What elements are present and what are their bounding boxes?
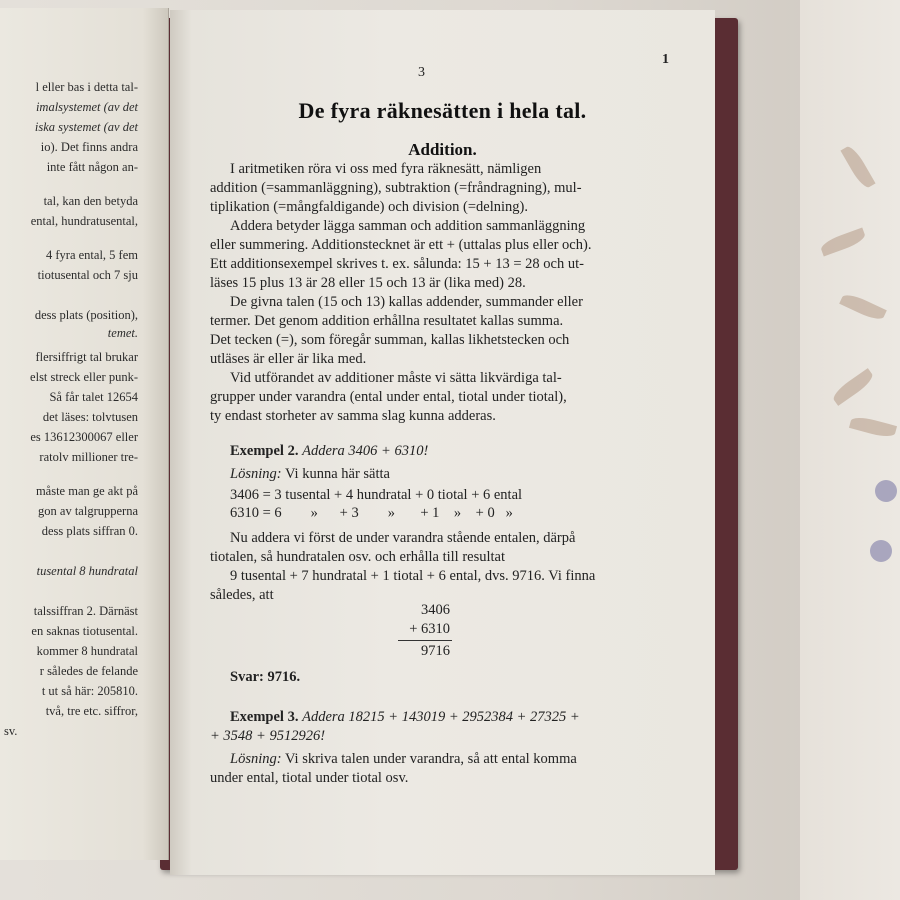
example-2-header: [230, 442, 710, 460]
paragraph-line: termer. Det genom addition erhållna resultatet kallas summa.: [210, 313, 564, 329]
example-3-task: Addera 18215 + 143019 + 2952384 + 27325 +: [302, 709, 580, 725]
left-page-line: ratolv millioner tre-: [39, 450, 138, 464]
left-page-line: Så får talet 12654: [49, 390, 138, 404]
solution-text: Vi skriva talen under varandra, så att ental komma: [284, 751, 577, 767]
left-page-line: 4 fyra ental, 5 fem: [46, 248, 138, 262]
left-page-line: io). Det finns andra: [40, 140, 138, 154]
leaf-pattern: [840, 144, 875, 191]
example-2-task: Addera 3406 + 6310!: [302, 443, 429, 459]
left-page-line: gon av talgrupperna: [38, 504, 138, 518]
left-page-line: elst streck eller punk-: [30, 370, 138, 384]
chapter-title: De fyra räknesätten i hela tal.: [298, 98, 587, 123]
paragraph-line: utläses är eller är lika med.: [210, 351, 367, 367]
paragraph-line: I aritmetiken röra vi oss med fyra räknesätt, nämligen: [230, 161, 542, 177]
flower-pattern: [870, 540, 892, 562]
example-2-row: 3406 = 3 tusental + 4 hundratal + 0 tiotal + 6 ental: [230, 487, 523, 503]
page-number-corner: 1: [662, 52, 669, 67]
solution-label: Lösning:: [230, 751, 282, 767]
paragraph-line: läses 15 plus 13 är 28 eller 15 och 13 är (lika med) 28.: [210, 275, 526, 291]
example-2-row: 6310 = 6 » + 3 » + 1 » + 0 »: [230, 505, 513, 521]
paragraph-line: Det tecken (=), som föregår summan, kallas likhetstecken och: [210, 332, 570, 348]
sum-result-value: 9716: [421, 643, 450, 659]
left-page-line: sv.: [4, 724, 18, 738]
paragraph-line: Ett additionsexempel skrives t. ex. sålunda: 15 + 13 = 28 och ut-: [210, 256, 584, 272]
example-3-task-continued: + 3548 + 9512926!: [210, 728, 326, 744]
left-page-line: dess plats siffran 0.: [41, 524, 138, 538]
sum-top-value: 3406: [421, 602, 450, 618]
left-page-line: t ut så här: 205810.: [41, 684, 138, 698]
left-page-line: es 13612300067 eller: [30, 430, 138, 444]
section-title: Addition.: [408, 140, 477, 159]
leaf-pattern: [819, 228, 867, 257]
left-page-line: tiotusental och 7 sju: [37, 268, 138, 282]
left-page-line: tusental 8 hundratal: [36, 564, 138, 578]
left-page-line: flersiffrigt tal brukar: [35, 350, 138, 364]
solution-text: Vi kunna här sätta: [284, 466, 390, 482]
page-number-center: 3: [418, 65, 425, 80]
left-page-line: en saknas tiotusental.: [31, 624, 138, 638]
example-3-header: [230, 708, 710, 726]
sum-rule: [398, 640, 452, 641]
paragraph-line: tiplikation (=mångfaldigande) och division (=delning).: [210, 199, 528, 215]
example-2-heading: Exempel 2.: [230, 443, 299, 459]
left-page-line: imalsystemet (av det: [35, 100, 138, 114]
sum-bottom-value: + 6310: [409, 621, 450, 637]
left-page-line: r således de felande: [39, 664, 138, 678]
left-page-line: inte fått någon an-: [46, 160, 138, 174]
paragraph-line: Vid utförandet av additioner måste vi sätta likvärdiga tal-: [230, 370, 562, 386]
left-page-line: tal, kan den betyda: [43, 194, 138, 208]
paragraph-line: grupper under varandra (ental under ental, tiotal under tiotal),: [210, 389, 567, 405]
tablecloth: [800, 0, 900, 900]
right-page: [170, 10, 715, 875]
left-page-line: talssiffran 2. Därnäst: [33, 604, 138, 618]
left-page-line: l eller bas i detta tal-: [35, 80, 138, 94]
left-page-line: det läses: tolvtusen: [42, 410, 138, 424]
paragraph-line: 9 tusental + 7 hundratal + 1 tiotal + 6 ental, dvs. 9716. Vi finna: [230, 568, 596, 584]
left-page-line: temet.: [107, 326, 138, 340]
leaf-pattern: [849, 414, 897, 439]
paragraph-line: under ental, tiotal under tiotal osv.: [210, 770, 409, 786]
left-page-line: dess plats (position),: [34, 308, 138, 322]
paragraph-line: Nu addera vi först de under varandra stående entalen, därpå: [230, 530, 576, 546]
paragraph-line: således, att: [210, 587, 274, 603]
left-page-line: ental, hundratusental,: [30, 214, 138, 228]
left-page-line: måste man ge akt på: [35, 484, 138, 498]
solution-label: Lösning:: [230, 466, 282, 482]
answer-line: Svar: 9716.: [230, 669, 301, 685]
paragraph-line: De givna talen (15 och 13) kallas addender, summander eller: [230, 294, 583, 310]
left-page-line: kommer 8 hundratal: [36, 644, 138, 658]
paragraph-line: tiotalen, så hundratalen osv. och erhålla till resultat: [210, 549, 506, 565]
left-page-line: två, tre etc. siffror,: [45, 704, 138, 718]
paragraph-line: addition (=sammanläggning), subtraktion (=fråndragning), mul-: [210, 180, 582, 196]
paragraph-line: Addera betyder lägga samman och addition sammanläggning: [230, 218, 586, 234]
flower-pattern: [875, 480, 897, 502]
left-page-line: iska systemet (av det: [34, 120, 138, 134]
paragraph-line: eller summering. Additionstecknet är ett + (uttalas plus eller och).: [210, 237, 592, 253]
leaf-pattern: [830, 368, 876, 406]
example-3-solution: [230, 750, 710, 768]
paragraph-line: ty endast storheter av samma slag kunna adderas.: [210, 408, 496, 424]
example-2-solution: [230, 465, 710, 483]
example-3-heading: Exempel 3.: [230, 709, 299, 725]
left-page: [0, 8, 169, 860]
leaf-pattern: [839, 291, 887, 323]
